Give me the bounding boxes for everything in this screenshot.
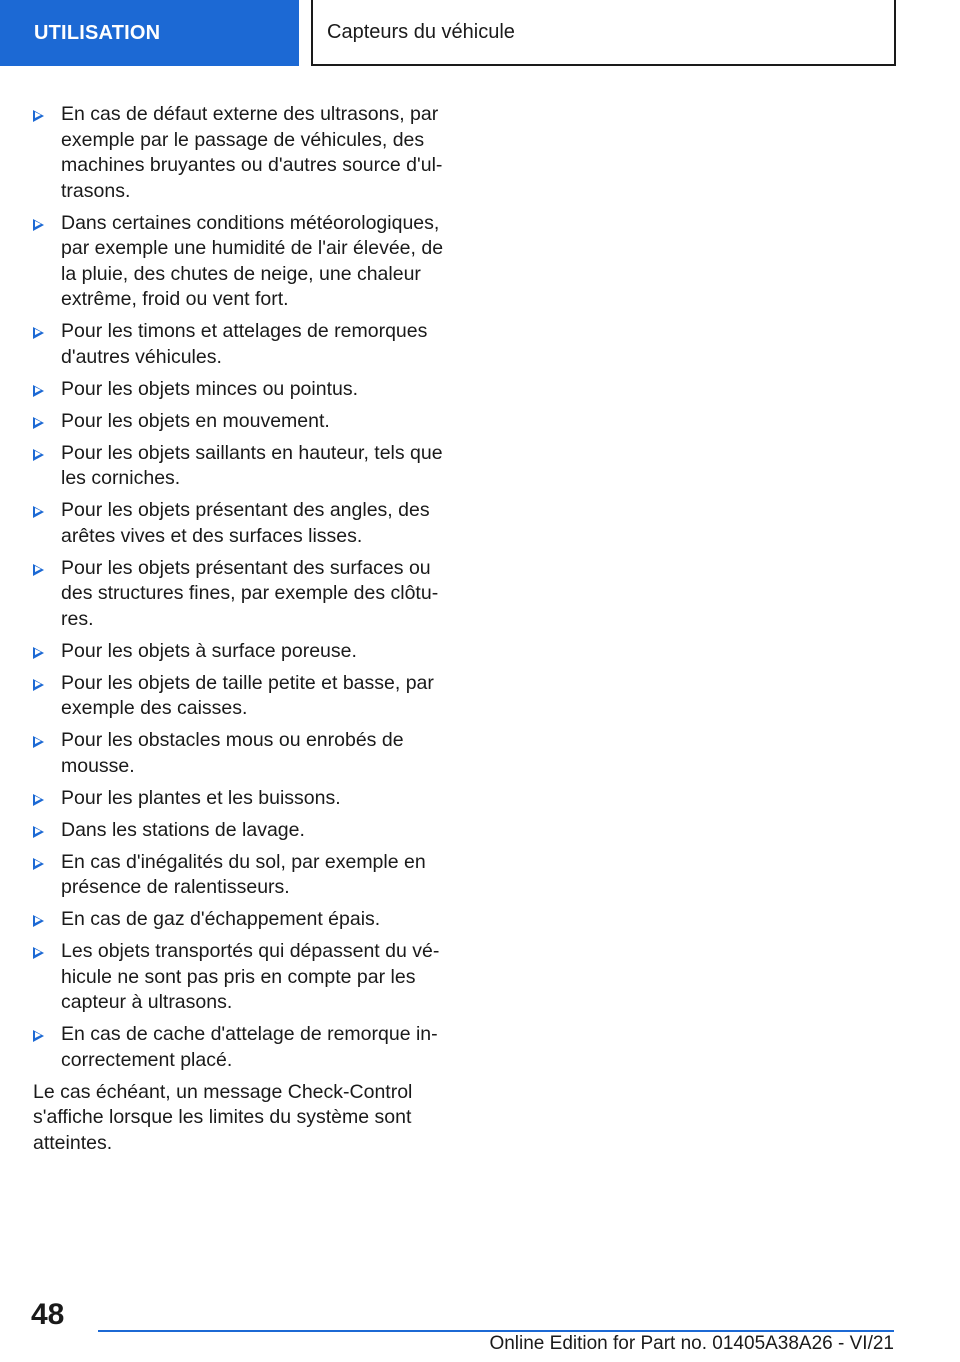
list-item (33, 498, 449, 549)
list-item (33, 409, 449, 435)
list-item-text: Pour les plantes et les buissons. (61, 786, 341, 809)
triangle-right-outline-icon (33, 826, 44, 838)
footer-edition: Online Edition for Part no. 01405A38A26 - VI/21 (489, 1333, 894, 1354)
list-item (33, 639, 449, 665)
list-item-text: Les objets transportés qui dépassent du véhicule ne sont pas pris en compte par les capteur à ultrasons. (61, 940, 440, 1013)
triangle-right-outline-icon (33, 736, 44, 748)
triangle-right-outline-icon (33, 858, 44, 870)
list-item (33, 377, 449, 403)
list-item (33, 319, 449, 370)
list-item-text: Dans les stations de lavage. (61, 818, 305, 841)
footer-divider (98, 1330, 894, 1332)
list-item (33, 556, 449, 633)
main-content (33, 102, 449, 1156)
list-item (33, 1022, 449, 1073)
list-item-text: En cas de cache d'attelage de remorque incorrectement placé. (61, 1023, 438, 1071)
list-item-text: En cas d'inégalités du sol, par exemple en présence de ralentisseurs. (61, 850, 426, 898)
page-number: 48 (31, 1298, 65, 1331)
triangle-right-outline-icon (33, 417, 44, 429)
list-item-text: Pour les objets de taille petite et basse, par exemple des caisses. (61, 671, 434, 719)
page-title: Capteurs du véhicule (311, 0, 896, 66)
list-item (33, 211, 449, 313)
section-label: UTILISATION (0, 0, 299, 66)
list-item (33, 786, 449, 812)
list-item-text: Pour les objets en mouvement. (61, 409, 330, 432)
triangle-right-outline-icon (33, 327, 44, 339)
list-item (33, 728, 449, 779)
limitations-list (33, 102, 449, 1073)
list-item-text: Pour les objets présentant des surfaces ou des structures fines, par exemple des clôtures. (61, 556, 439, 630)
list-item (33, 850, 449, 901)
list-item-text: Pour les objets présentant des angles, des arêtes vives et des surfaces lisses. (61, 499, 430, 547)
list-item-text: En cas de gaz d'échappement épais. (61, 908, 381, 930)
triangle-right-outline-icon (33, 564, 44, 576)
triangle-right-outline-icon (33, 506, 44, 518)
triangle-right-outline-icon (33, 449, 44, 461)
list-item (33, 441, 449, 492)
list-item (33, 102, 449, 204)
triangle-right-outline-icon (33, 1030, 44, 1042)
list-item-text: Dans certaines conditions météorologiques, par exemple une humidité de l'air élevée, de la pluie, des chutes de neige, une chaleur extrême, froid ou vent fort. (61, 211, 444, 310)
list-item (33, 939, 449, 1016)
triangle-right-outline-icon (33, 794, 44, 806)
list-item-text: Pour les obstacles mous ou enrobés de mousse. (61, 729, 404, 777)
closing-paragraph: Le cas échéant, un message Check-Control s'affiche lorsque les limites du système sont atteintes. (33, 1080, 413, 1154)
triangle-right-outline-icon (33, 219, 44, 231)
list-item-text: Pour les objets minces ou pointus. (61, 377, 358, 400)
triangle-right-outline-icon (33, 915, 44, 927)
list-item-text: En cas de défaut externe des ultrasons, par exemple par le passage de véhicules, des machines bruyantes ou d'autres source d'ultrasons. (61, 103, 443, 202)
triangle-right-outline-icon (33, 679, 44, 691)
list-item-text: Pour les timons et attelages de remorques d'autres véhicules. (61, 320, 428, 368)
list-item-text: Pour les objets à surface poreuse. (61, 639, 357, 662)
list-item (33, 671, 449, 722)
triangle-right-outline-icon (33, 110, 44, 122)
triangle-right-outline-icon (33, 947, 44, 959)
list-item (33, 818, 449, 844)
triangle-right-outline-icon (33, 385, 44, 397)
list-item-text: Pour les objets saillants en hauteur, tels que les corniches. (61, 441, 443, 489)
list-item (33, 907, 449, 933)
triangle-right-outline-icon (33, 647, 44, 659)
